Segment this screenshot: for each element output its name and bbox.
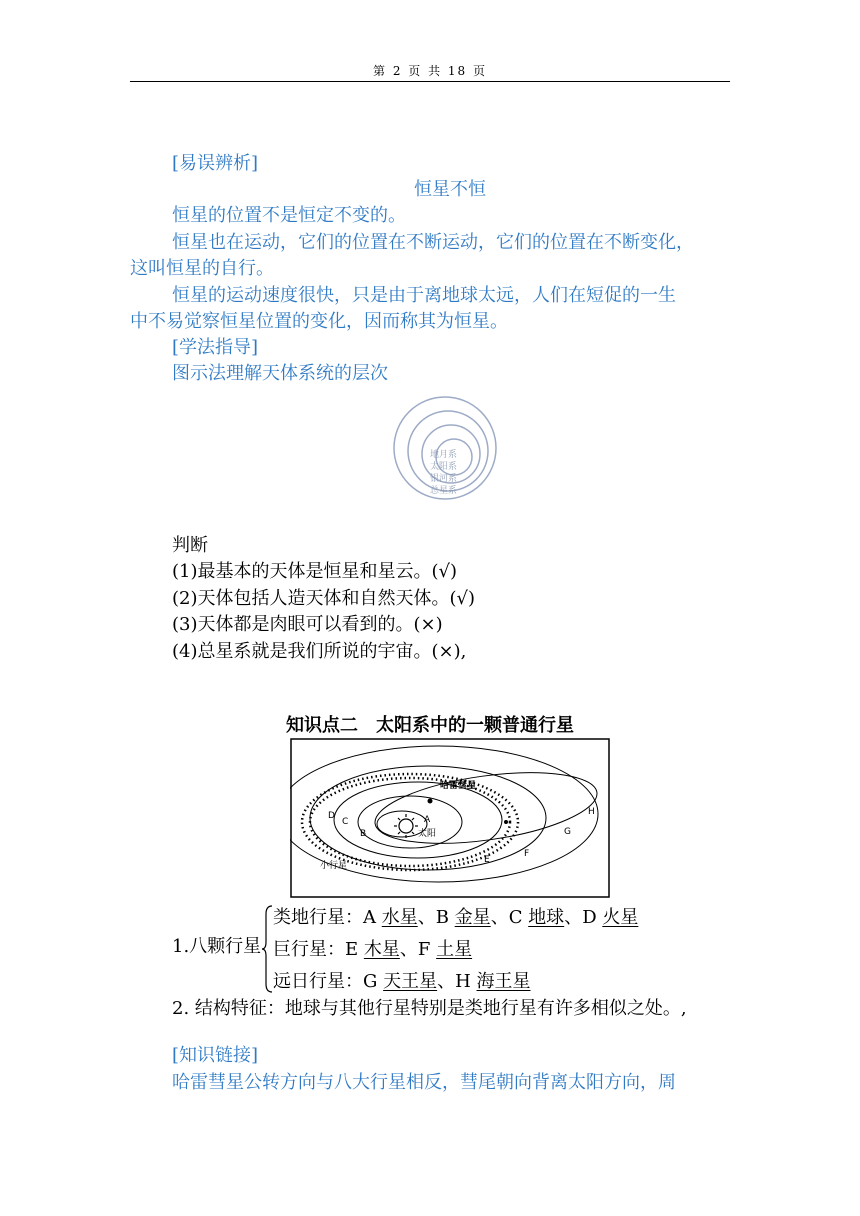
planets-lead: 1.八颗行星 xyxy=(172,936,262,957)
judge-item-1: (1)最基本的天体是恒星和星云。(√) xyxy=(172,561,458,582)
planet-uranus: 天王星 xyxy=(383,971,438,992)
diagram-label-milky-way: 银河系 xyxy=(430,474,458,484)
giant-row: 巨行星：E 木星、F 土星 xyxy=(273,939,473,960)
figure-planet-e: E xyxy=(484,855,490,865)
planet-venus: 金星 xyxy=(454,907,491,928)
header-rule xyxy=(130,81,730,82)
diagram-label-earth-moon: 地月系 xyxy=(430,450,458,460)
judge-item-2: (2)天体包括人造天体和自然天体。(√) xyxy=(172,588,476,609)
figure-comet-label: 哈雷彗星 xyxy=(440,781,477,791)
planet-mars: 火星 xyxy=(602,907,639,928)
figure-planet-f: F xyxy=(524,849,530,859)
mistake-paragraph-3b: 中不易觉察恒星位置的变化，因而称其为恒星。 xyxy=(130,311,508,332)
celestial-system-diagram xyxy=(390,392,500,504)
figure-planet-d: D xyxy=(328,811,335,821)
section-title: 知识点二 太阳系中的一颗普通行星 xyxy=(286,715,574,736)
giant-label: 巨行星： xyxy=(273,939,345,960)
figure-planet-g: G xyxy=(564,827,571,837)
structure-feature: 2. 结构特征：地球与其他行星特别是类地行星有许多相似之处。, xyxy=(172,998,687,1019)
terrestrial-label: 类地行星： xyxy=(273,907,363,928)
method-text: 图示法理解天体系统的层次 xyxy=(172,363,388,384)
mistake-paragraph-1: 恒星的位置不是恒定不变的。 xyxy=(172,205,406,226)
figure-planet-c: C xyxy=(342,817,349,827)
figure-asteroid-label: 小行星 xyxy=(320,861,348,871)
mistake-paragraph-2a: 恒星也在运动，它们的位置在不断运动，它们的位置在不断变化， xyxy=(172,232,694,253)
figure-sun-label: 太阳 xyxy=(418,829,437,839)
terrestrial-row: 类地行星：A 水星、B 金星、C 地球、D 火星 xyxy=(273,907,639,928)
method-tag: [学法指导] xyxy=(172,337,259,358)
judge-item-3: (3)天体都是肉眼可以看到的。(×) xyxy=(172,614,443,635)
judge-item-4: (4)总星系就是我们所说的宇宙。(×), xyxy=(172,641,467,662)
diagram-label-solar: 太阳系 xyxy=(430,462,458,472)
solar-system-figure xyxy=(290,738,610,898)
figure-planet-h: H xyxy=(588,807,595,817)
link-tag: [知识链接] xyxy=(172,1045,259,1066)
planet-neptune: 海王星 xyxy=(476,971,531,992)
planet-jupiter: 木星 xyxy=(363,939,400,960)
mistake-paragraph-2b: 这叫恒星的自行。 xyxy=(130,258,274,279)
link-text: 哈雷彗星公转方向与八大行星相反，彗尾朝向背离太阳方向，周 xyxy=(172,1072,676,1093)
mistake-tag: [易误辨析] xyxy=(172,153,259,174)
mistake-paragraph-3a: 恒星的运动速度很快，只是由于离地球太远，人们在短促的一生 xyxy=(172,285,676,306)
figure-planet-b: B xyxy=(360,829,367,839)
planet-mercury: 水星 xyxy=(381,907,418,928)
planet-earth: 地球 xyxy=(528,907,565,928)
mistake-heading: 恒星不恒 xyxy=(414,179,486,200)
far-label: 远日行星： xyxy=(273,971,363,992)
diagram-label-universe: 总星系 xyxy=(430,486,458,496)
page-number: 第 2 页 共 18 页 xyxy=(373,64,487,78)
figure-planet-a: A xyxy=(424,815,431,825)
judge-title: 判断 xyxy=(172,535,208,556)
planet-saturn: 土星 xyxy=(436,939,473,960)
far-row: 远日行星：G 天王星、H 海王星 xyxy=(273,971,531,992)
